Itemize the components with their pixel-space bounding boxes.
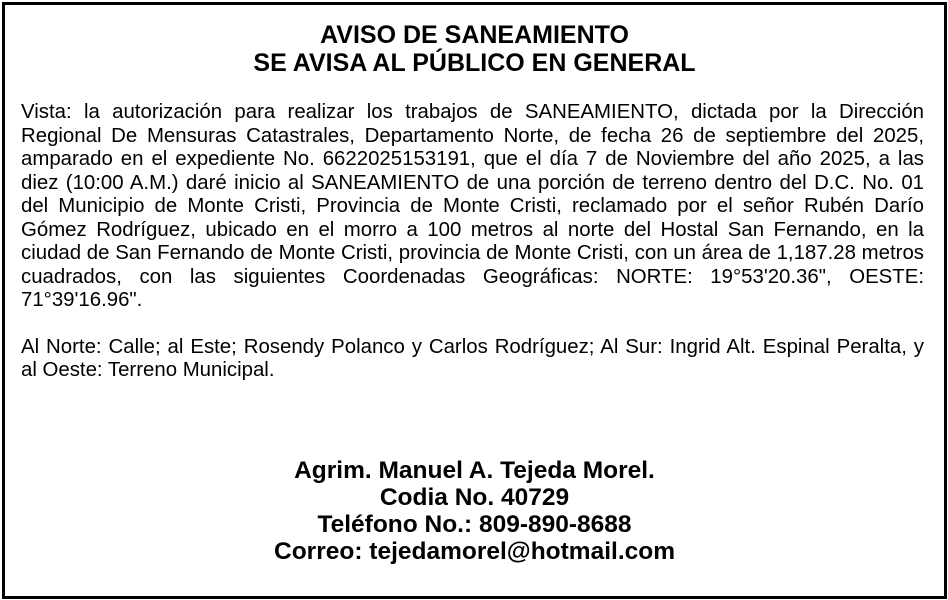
notice-paragraph-main: Vista: la autorización para realizar los trabajos de SANEAMIENTO, dictada por la Dirección Regional De Mensuras Catastrales, Departamento Norte, de fecha 26 de septiembre del 2025, amparado en el expediente No. 6622025153191, que el día 7 de Noviembre del año 2025, a las diez (10:00 A.M.) daré inicio al SANEAMIENTO de una porción de terreno dentro del D.C. No. 01 del Municipio de Monte Cristi, Provincia de Monte Cristi, reclamado por el señor Rubén Darío Gómez Rodríguez, ubicado en el morro a 100 metros al norte del Hostal San Fernando, en la ciudad de San Fernando de Monte Cristi, provincia de Monte Cristi, con un área de 1,187.28 metros cuadrados, con las siguientes Coordenadas Geográficas: NORTE: 19°53'20.36", OESTE: 71°39'16.96". xyxy=(21,101,924,311)
notice-body xyxy=(21,101,924,383)
signature-codia: Codia No. 40729 xyxy=(379,484,570,511)
title-line-2: SE AVISA AL PÚBLICO EN GENERAL xyxy=(253,49,696,77)
signature-phone: Teléfono No.: 809-890-8688 xyxy=(317,511,632,538)
notice-paragraph-boundaries: Al Norte: Calle; al Este; Rosendy Polanco y Carlos Rodríguez; Al Sur: Ingrid Alt. Espinal Peralta, y al Oeste: Terreno Municipal. xyxy=(21,335,924,381)
signature-email: Correo: tejedamorel@hotmail.com xyxy=(274,538,675,565)
title-line-1: AVISO DE SANEAMIENTO xyxy=(320,21,629,49)
notice-title xyxy=(5,21,944,77)
notice-frame xyxy=(2,2,947,599)
signature-name: Agrim. Manuel A. Tejeda Morel. xyxy=(294,457,655,484)
signature-block xyxy=(5,457,944,565)
